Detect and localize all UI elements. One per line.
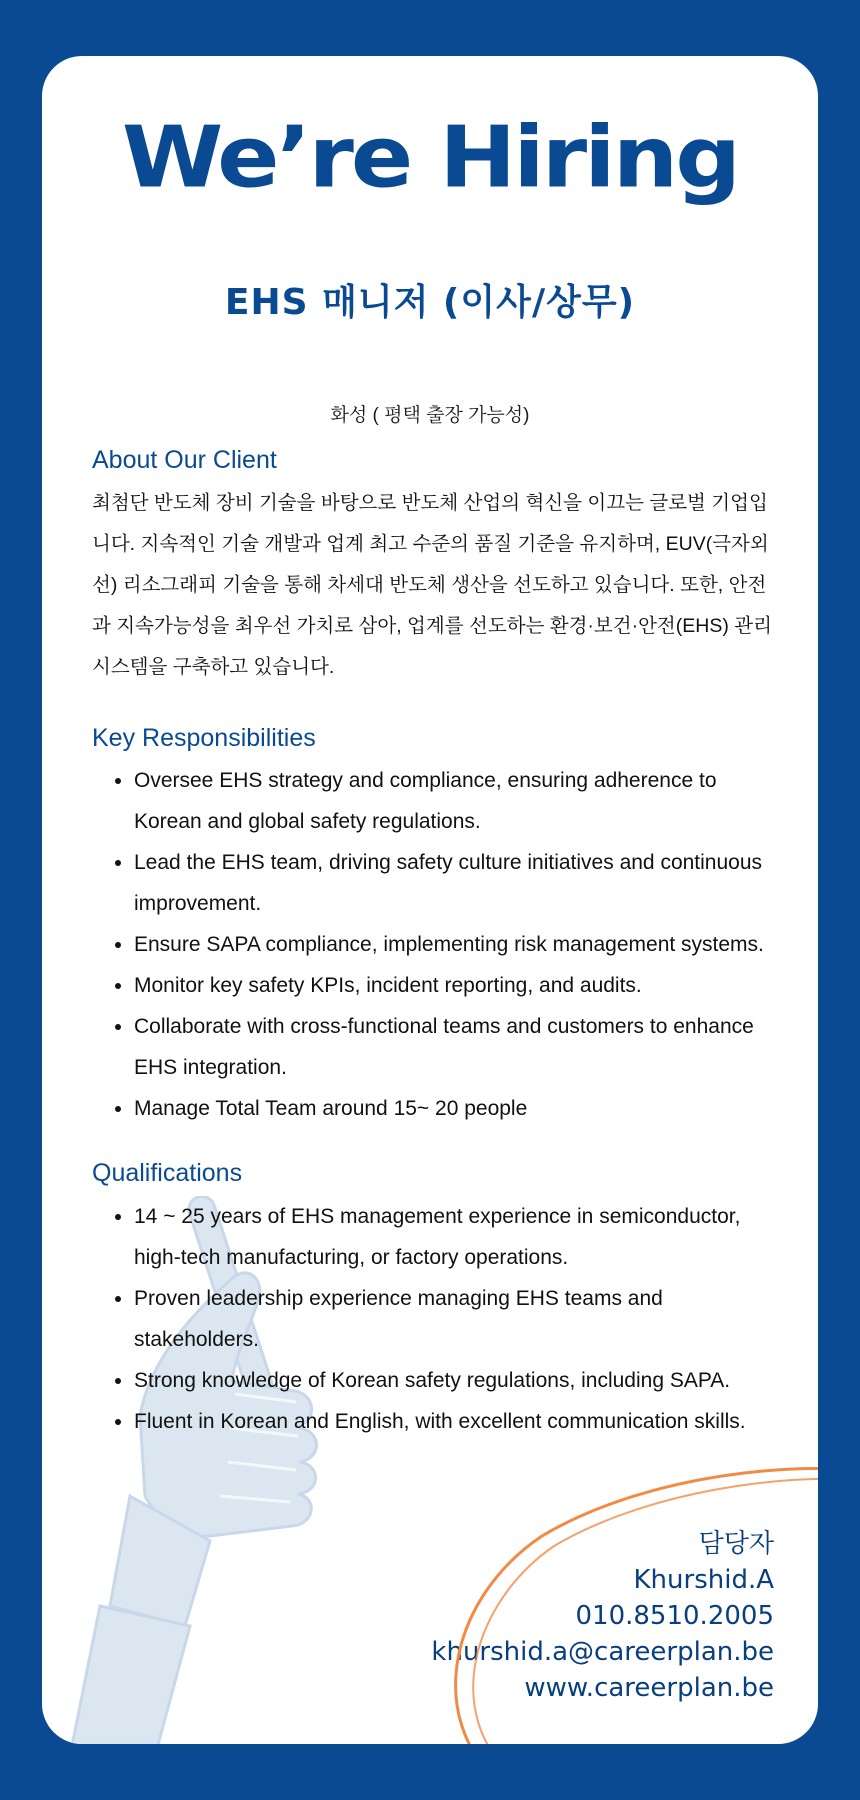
list-item: • Monitor key safety KPIs, incident reporting, and audits. — [134, 965, 772, 1006]
job-description — [92, 444, 772, 1442]
qualifications-list — [92, 1196, 772, 1442]
poster-card — [42, 56, 818, 1744]
list-item: • Collaborate with cross-functional teams and customers to enhance EHS integration. — [134, 1006, 772, 1088]
about-heading: About Our Client — [92, 446, 277, 474]
about-text: 최첨단 반도체 장비 기술을 바탕으로 반도체 산업의 혁신을 이끄는 글로벌 기업입니다. 지속적인 기술 개발과 업계 최고 수준의 품질 기준을 유지하며, EUV(극자외선) 리소그래피 기술을 통해 차세대 반도체 생산을 선도하고 있습니다. 또한, 안전과 지속가능성을 최우선 가치로 삼아, 업계를 선도하는 환경·보건·안전(EHS) 관리 시스템을 구축하고 있습니다. — [92, 491, 772, 678]
contact-email: khurshid.a@careerplan.be — [431, 1637, 774, 1667]
hero-title: We’re Hiring — [121, 108, 739, 207]
contact-label: 담당자 — [698, 1529, 774, 1559]
contact-phone: 010.8510.2005 — [575, 1601, 774, 1631]
contact-website: www.careerplan.be — [524, 1673, 774, 1703]
job-location: 화성 ( 평택 출장 가능성) — [330, 405, 530, 426]
position-title: EHS 매니저 (이사/상무) — [224, 282, 636, 323]
list-item: • Ensure SAPA compliance, implementing risk management systems. — [134, 924, 772, 965]
list-item: • Lead the EHS team, driving safety culture initiatives and continuous improvement. — [134, 842, 772, 924]
list-item: • Fluent in Korean and English, with excellent communication skills. — [134, 1401, 772, 1442]
responsibilities-heading: Key Responsibilities — [92, 723, 316, 752]
contact-name: Khurshid.A — [633, 1565, 774, 1595]
list-item: • Manage Total Team around 15~ 20 people — [134, 1088, 772, 1129]
responsibilities-list — [92, 760, 772, 1129]
list-item: • Oversee EHS strategy and compliance, ensuring adherence to Korean and global safety regulations. — [134, 760, 772, 842]
contact-info — [431, 1526, 774, 1706]
list-item: • 14 ~ 25 years of EHS management experience in semiconductor, high-tech manufacturing, or factory operations. — [134, 1196, 772, 1278]
list-item: • Proven leadership experience managing EHS teams and stakeholders. — [134, 1278, 772, 1360]
qualifications-heading: Qualifications — [92, 1159, 243, 1187]
list-item: • Strong knowledge of Korean safety regulations, including SAPA. — [134, 1360, 772, 1401]
